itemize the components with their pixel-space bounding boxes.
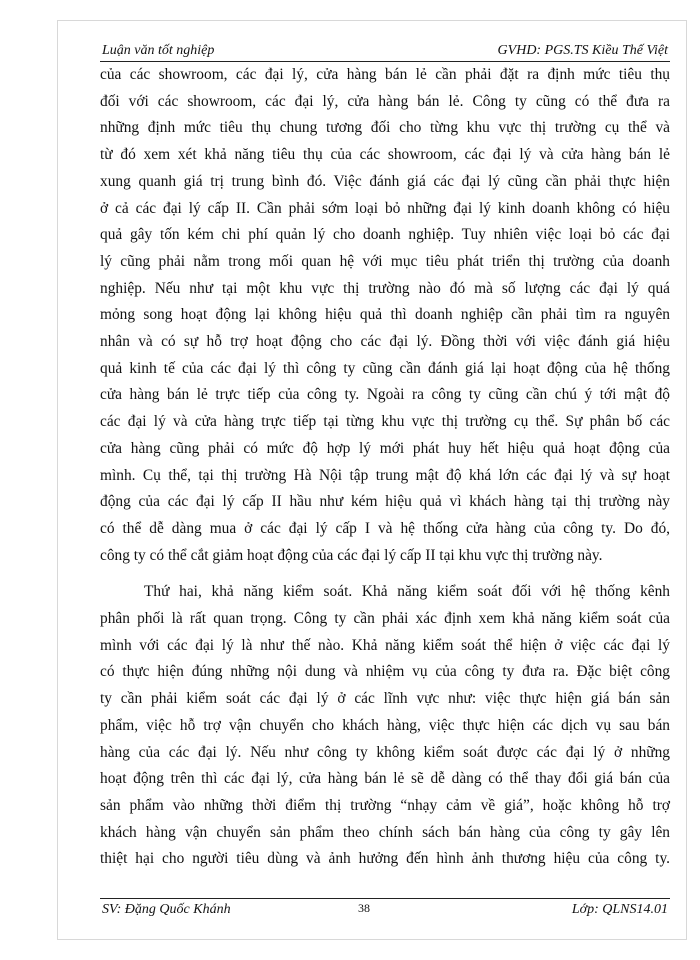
text-line: hoạt động trên thì các đại lý, cửa hàng bán lẻ sẽ dễ dàng có thể thay đổi giá bán của (100, 770, 670, 788)
student-label: SV: Đặng Quốc Khánh (102, 902, 231, 917)
text-line: Thứ hai, khả năng kiểm soát. Khả năng kiểm soát đối với hệ thống kênh (144, 583, 670, 601)
text-line: mình với các đại lý là như thế nào. Khả năng kiểm soát thể hiện ở việc các đại lý (100, 636, 670, 654)
text-line: nhân và có sự hỗ trợ hoạt động cho các đại lý. Đồng thời với việc đánh giá hiệu (100, 333, 670, 351)
text-line: quả kinh tế của các đại lý thì công ty cũng cần đánh giá lại hoạt động của hệ thống (100, 359, 670, 377)
text-line: những định mức tiêu thụ chung tương đối cho từng khu vực thị trường cụ thể và (100, 119, 670, 137)
document-body (100, 62, 670, 873)
text-line: thiệt hại cho người tiêu dùng và ảnh hưởng đến hình ảnh thương hiệu của công ty. (100, 850, 670, 868)
text-line: có thực hiện đúng những nội dung và nhiệm vụ của công ty đưa ra. Đặc biệt công (100, 663, 670, 681)
text-line: đối với các showroom, các đại lý, cửa hàng bán lẻ. Công ty cũng có thể đưa ra (100, 92, 670, 110)
page-number: 38 (358, 901, 370, 915)
text-line: có thể dễ dàng mua ở các đại lý cấp I và hệ thống cửa hàng của công ty. Do đó, (100, 519, 670, 537)
text-line: cửa hàng bán lẻ trực tiếp của công ty. Ngoài ra công ty cũng cần chú ý tới mật độ (100, 386, 670, 404)
class-label: Lớp: QLNS14.01 (571, 902, 668, 917)
text-line: mình. Cụ thể, tại thị trường Hà Nội tập trung mật độ khá lớn các đại lý và sự hoạt (100, 466, 670, 484)
text-line: lý cũng phải nằm trong mối quan hệ với mục tiêu phát triển thị trường của doanh (100, 252, 670, 270)
text-line: hàng của các đại lý. Nếu như công ty không kiểm soát được các đại lý ở những (100, 743, 670, 761)
text-line: mỏng song hoạt động lại không hiệu quả thì doanh nghiệp cần phải tìm ra nguyên (100, 306, 670, 324)
text-line: cửa hàng cũng phải có mức độ hợp lý mới phát huy hết hiệu quả hoạt động của (100, 439, 670, 457)
page-header (100, 22, 670, 62)
text-line: các đại lý và cửa hàng trực tiếp tại từng khu vực thị trường cụ thể. Sự phân bố các (100, 413, 670, 431)
text-line: phẩm, việc hỗ trợ vận chuyển cho khách hàng, việc thực hiện các dịch vụ sau bán (100, 716, 670, 734)
text-line: quả gây tốn kém chi phí quản lý cho doanh nghiệp. Tuy nhiên việc loại bỏ các đại (100, 226, 670, 244)
paragraph-1 (100, 62, 670, 569)
text-line: của các showroom, các đại lý, cửa hàng bán lẻ cần phải đặt ra định mức tiêu thụ (100, 66, 670, 83)
page-footer (100, 898, 670, 922)
text-line: nghiệp. Nếu như tại một khu vực thị trường nào đó mà số lượng các đại lý quá (100, 279, 670, 297)
text-line: phân phối là rất quan trọng. Công ty cần phải xác định xem khả năng kiểm soát của (100, 610, 670, 628)
text-line: từ đó xem xét khả năng tiêu thụ của các showroom, các đại lý và cửa hàng bán lẻ (100, 146, 670, 164)
text-line: xung quanh giá trị trung bình đó. Việc đánh giá các đại lý cũng cần phải thực hiện (100, 172, 670, 190)
paragraph-2 (100, 579, 670, 873)
advisor-label: GVHD: PGS.TS Kiều Thế Việt (497, 43, 668, 58)
text-line: ở cả các đại lý cấp II. Cần phải sớm loại bỏ những đại lý kinh doanh không có hiệu (100, 199, 670, 217)
text-line: khách hàng vận chuyển sản phẩm theo chính sách bán hàng của công ty gây lên (100, 823, 670, 841)
text-line: ty cần phải kiểm soát các đại lý ở các lĩnh vực như: việc thực hiện giá bán sản (100, 690, 670, 708)
text-line: sản phẩm vào những thời điểm thị trường “nhạy cảm về giá”, hoặc không hỗ trợ (100, 796, 670, 814)
text-line: công ty có thể cắt giảm hoạt động của các đại lý cấp II tại khu vực thị trường này. (100, 546, 603, 564)
text-line: động của các đại lý cấp II hầu như kém hiệu quả vì khách hàng tại thị trường này (100, 493, 670, 511)
thesis-label: Luận văn tốt nghiệp (102, 43, 215, 58)
